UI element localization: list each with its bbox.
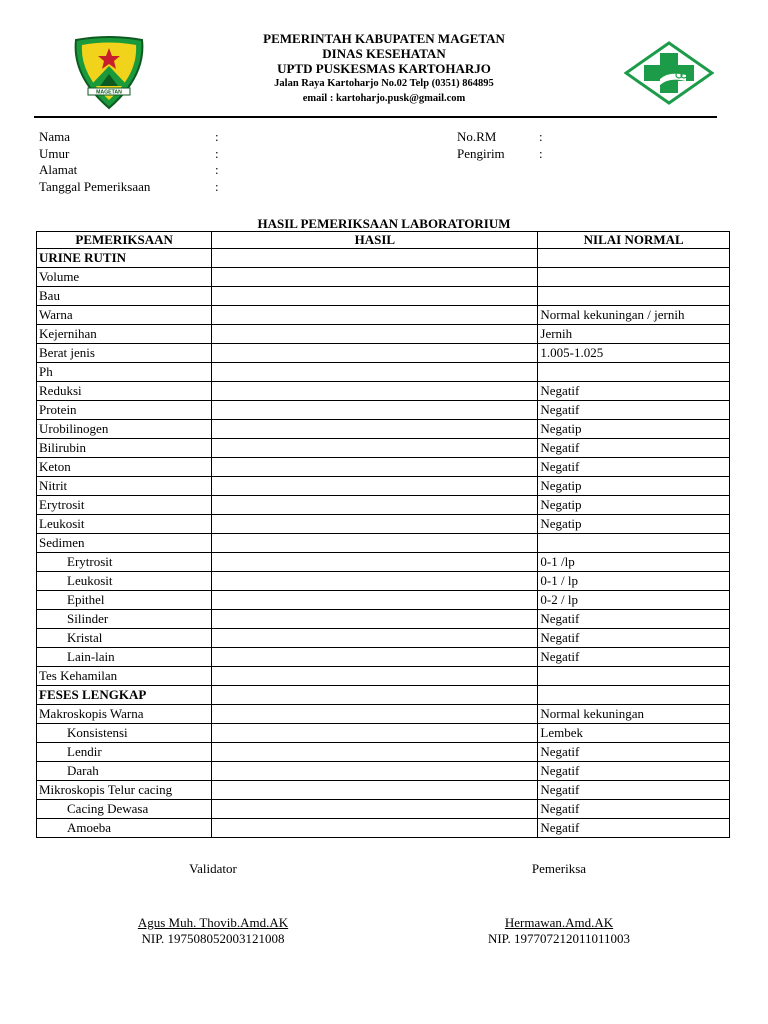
table-row [37,705,730,724]
header-hasil: HASIL [212,232,538,249]
cell-pemeriksaan: Silinder [37,610,212,629]
cell-nilai-normal: Negatif [538,781,730,800]
cell-hasil [212,439,538,458]
table-row [37,382,730,401]
examiner-name: Hermawan.Amd.AK [504,915,614,930]
cell-pemeriksaan: Bau [37,287,212,306]
lab-results-table [36,231,730,838]
cell-hasil [212,648,538,667]
letterhead [200,31,568,106]
cell-hasil [212,686,538,705]
cell-nilai-normal: Normal kekuningan [538,705,730,724]
table-row [37,344,730,363]
cell-hasil [212,762,538,781]
cell-hasil [212,344,538,363]
cell-pemeriksaan: Berat jenis [37,344,212,363]
table-row [37,667,730,686]
validator-label: Validator [189,861,237,876]
cell-nilai-normal: Negatif [538,819,730,838]
cell-nilai-normal [538,667,730,686]
table-row [37,268,730,287]
cell-hasil [212,363,538,382]
cell-nilai-normal: Negatif [538,439,730,458]
table-row [37,458,730,477]
cell-nilai-normal [538,249,730,268]
table-row [37,534,730,553]
cell-nilai-normal: Negatif [538,401,730,420]
colon: : [215,145,219,161]
cell-nilai-normal [538,268,730,287]
cell-hasil [212,249,538,268]
label-no-rm: No.RM [457,129,497,144]
cell-hasil [212,667,538,686]
cell-hasil [212,819,538,838]
table-row [37,515,730,534]
cell-pemeriksaan: Reduksi [37,382,212,401]
cell-hasil [212,572,538,591]
cell-hasil [212,629,538,648]
cell-pemeriksaan: Amoeba [37,819,212,838]
cell-nilai-normal: Negatif [538,382,730,401]
validator-name: Agus Muh. Thovib.Amd.AK [137,915,289,930]
table-row [37,553,730,572]
header-nilai-normal: NILAI NORMAL [538,232,730,249]
magetan-crest-logo [70,36,148,110]
cell-pemeriksaan: Kristal [37,629,212,648]
cell-hasil [212,325,538,344]
cell-pemeriksaan: Nitrit [37,477,212,496]
cell-hasil [212,306,538,325]
cell-pemeriksaan: Bilirubin [37,439,212,458]
colon: : [215,179,219,195]
cell-nilai-normal [538,287,730,306]
table-row [37,401,730,420]
cell-pemeriksaan: Konsistensi [37,724,212,743]
header-line-1: PEMERINTAH KABUPATEN MAGETAN [263,31,505,46]
colon: : [215,129,219,144]
table-row [37,629,730,648]
patient-colons-left [215,129,219,196]
cell-hasil [212,382,538,401]
table-row [37,325,730,344]
patient-labels-left [39,129,150,196]
cell-pemeriksaan: Lendir [37,743,212,762]
cell-pemeriksaan: Cacing Dewasa [37,800,212,819]
table-row [37,800,730,819]
cell-pemeriksaan: Erytrosit [37,553,212,572]
cell-pemeriksaan: Urobilinogen [37,420,212,439]
table-row [37,686,730,705]
table-row [37,762,730,781]
cell-hasil [212,458,538,477]
cell-nilai-normal [538,363,730,382]
table-title: HASIL PEMERIKSAAN LABORATORIUM [257,216,511,231]
label-alamat: Alamat [39,162,78,178]
cell-pemeriksaan: Leukosit [37,515,212,534]
cell-hasil [212,515,538,534]
cell-nilai-normal: Negatif [538,648,730,667]
cell-nilai-normal [538,534,730,553]
table-row [37,572,730,591]
header-line-2: DINAS KESEHATAN [322,46,446,61]
table-row [37,249,730,268]
cell-pemeriksaan: FESES LENGKAP [37,686,212,705]
header-email: email : kartoharjo.pusk@gmail.com [302,93,466,104]
cell-hasil [212,591,538,610]
cell-nilai-normal: 0-1 / lp [538,572,730,591]
cell-nilai-normal: 0-1 /lp [538,553,730,572]
cell-pemeriksaan: Makroskopis Warna [37,705,212,724]
cell-nilai-normal [538,686,730,705]
cell-nilai-normal: Negatif [538,743,730,762]
examiner-label: Pemeriksa [531,861,587,876]
table-row [37,306,730,325]
header-pemeriksaan: PEMERIKSAAN [37,232,212,249]
table-row [37,439,730,458]
cell-pemeriksaan: Kejernihan [37,325,212,344]
header-address: Jalan Raya Kartoharjo No.02 Telp (0351) 864895 [274,78,494,89]
table-row [37,648,730,667]
label-nama: Nama [39,129,71,144]
puskesmas-logo [624,41,714,105]
cell-hasil [212,705,538,724]
cell-pemeriksaan: Warna [37,306,212,325]
cell-pemeriksaan: Mikroskopis Telur cacing [37,781,212,800]
colon: : [539,129,543,144]
cell-nilai-normal: Negatif [538,629,730,648]
label-umur: Umur [39,145,70,161]
table-row [37,724,730,743]
cell-hasil [212,287,538,306]
cell-nilai-normal: Negatip [538,477,730,496]
cell-nilai-normal: 0-2 / lp [538,591,730,610]
crest-banner-text: MAGETAN [96,89,122,96]
cell-pemeriksaan: Volume [37,268,212,287]
table-row [37,496,730,515]
cell-nilai-normal: Negatif [538,458,730,477]
patient-labels-right [457,129,505,162]
cell-pemeriksaan: Ph [37,363,212,382]
table-row [37,819,730,838]
cell-nilai-normal: Negatif [538,610,730,629]
cell-pemeriksaan: Leukosit [37,572,212,591]
cell-nilai-normal: Lembek [538,724,730,743]
cell-hasil [212,610,538,629]
cell-nilai-normal: Negatip [538,420,730,439]
table-body [37,249,730,838]
examiner-nip: NIP. 197707212011011003 [487,931,631,946]
cell-pemeriksaan: Tes Kehamilan [37,667,212,686]
table-row [37,363,730,382]
colon: : [539,145,543,161]
table-row [37,781,730,800]
cell-pemeriksaan: Sedimen [37,534,212,553]
cell-pemeriksaan: Protein [37,401,212,420]
cell-pemeriksaan: URINE RUTIN [37,249,212,268]
cell-hasil [212,553,538,572]
validator-nip: NIP. 197508052003121008 [141,931,285,946]
cell-hasil [212,534,538,553]
cell-hasil [212,781,538,800]
table-row [37,591,730,610]
cell-hasil [212,268,538,287]
cell-nilai-normal: Negatif [538,800,730,819]
cell-pemeriksaan: Darah [37,762,212,781]
cell-hasil [212,420,538,439]
table-row [37,610,730,629]
header-divider [34,116,717,118]
cell-nilai-normal: 1.005-1.025 [538,344,730,363]
cell-pemeriksaan: Keton [37,458,212,477]
colon: : [215,162,219,178]
cell-pemeriksaan: Erytrosit [37,496,212,515]
cell-hasil [212,477,538,496]
cell-nilai-normal: Negatif [538,762,730,781]
cell-hasil [212,724,538,743]
table-row [37,420,730,439]
label-pengirim: Pengirim [457,145,505,161]
table-row [37,287,730,306]
table-row [37,477,730,496]
cell-hasil [212,496,538,515]
table-row [37,743,730,762]
cell-nilai-normal: Negatip [538,496,730,515]
label-tanggal: Tanggal Pemeriksaan [39,179,151,195]
cell-pemeriksaan: Lain-lain [37,648,212,667]
patient-colons-right [539,129,543,162]
cell-hasil [212,743,538,762]
table-header-row [37,232,730,249]
header-line-3: UPTD PUSKESMAS KARTOHARJO [277,61,491,76]
cell-nilai-normal: Normal kekuningan / jernih [538,306,730,325]
cell-hasil [212,800,538,819]
cell-nilai-normal: Negatip [538,515,730,534]
cell-nilai-normal: Jernih [538,325,730,344]
cell-hasil [212,401,538,420]
cell-pemeriksaan: Epithel [37,591,212,610]
